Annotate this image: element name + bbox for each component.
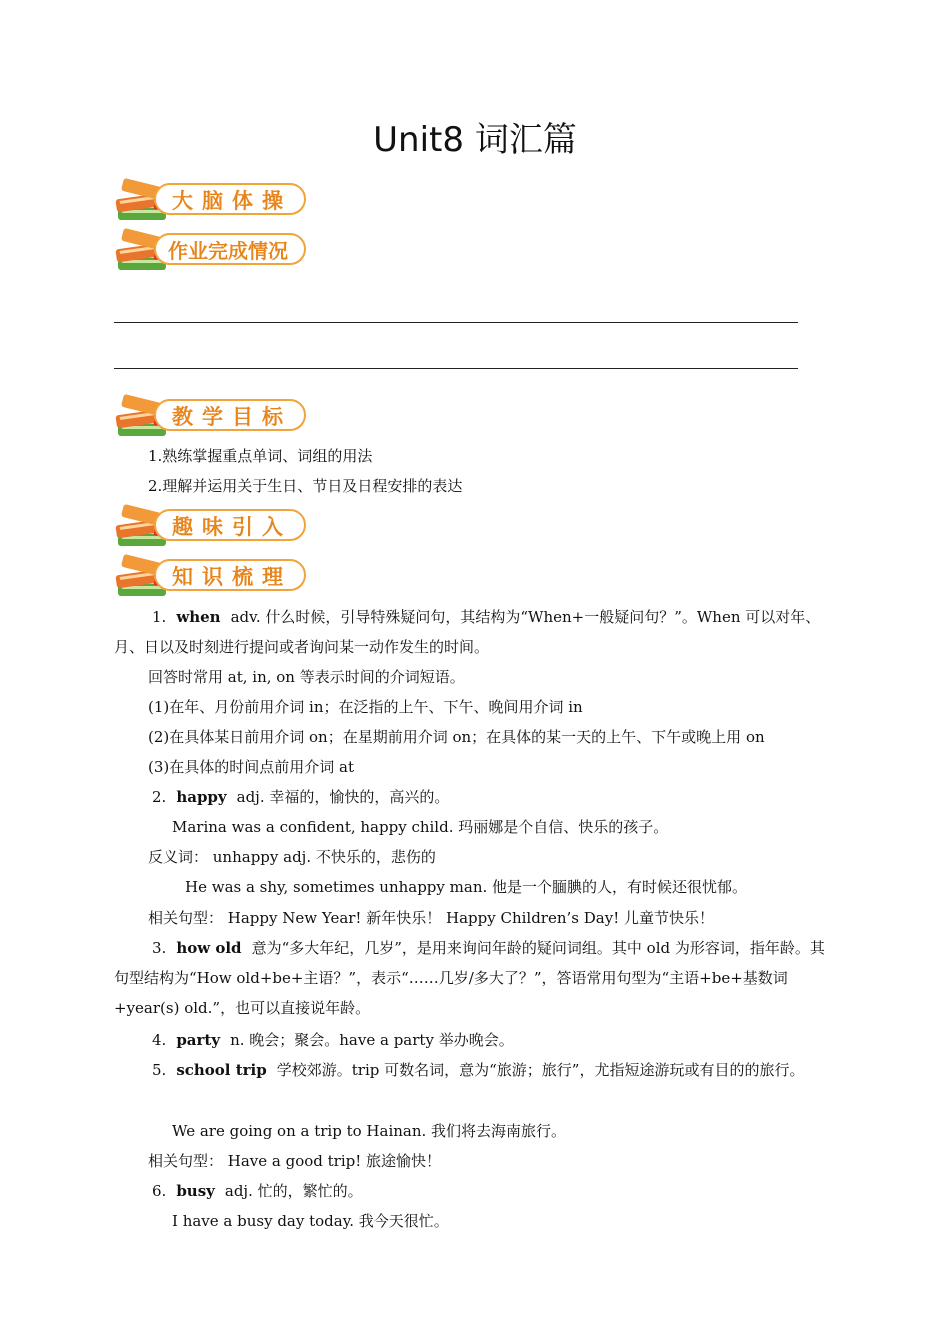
vocab-note: (3)在具体的时间点前用介词 at bbox=[148, 758, 354, 776]
objective-item: 2.理解并运用关于生日、节日及日程安排的表达 bbox=[148, 477, 463, 495]
vocab-note: 相关句型： Happy New Year! 新年快乐！ Happy Children’s Day! 儿童节快乐！ bbox=[148, 909, 714, 927]
section-header-warmup bbox=[114, 178, 310, 224]
section-title: 教学目标 bbox=[172, 405, 292, 429]
vocab-item-party: 4. party n. 晚会；聚会。have a party 举办晚会。 bbox=[152, 1031, 514, 1049]
section-header-intro bbox=[114, 504, 310, 550]
vocab-item-school-trip: 5. school trip 学校郊游。trip 可数名词，意为“旅游；旅行”，尤指短途游玩或有目的的旅行。 bbox=[152, 1061, 805, 1079]
section-header-knowledge bbox=[114, 554, 310, 600]
objective-item: 1.熟练掌握重点单词、词组的用法 bbox=[148, 447, 373, 465]
vocab-item-how-old: 3. how old 意为“多大年纪，几岁”，是用来询问年龄的疑问词组。其中 old 为形容词，指年龄。其句型结构为“How old+be+主语？”，表示“……几岁/多大了？”，答语常用句型为“主语+be+基数词+year(s) old.”，也可以直接说年龄。 bbox=[114, 939, 825, 1017]
vocab-item-when: 1. when adv. 什么时候，引导特殊疑问句，其结构为“When+一般疑问句？”。When 可以对年、月、日以及时刻进行提问或者询问某一动作发生的时间。 bbox=[114, 608, 821, 656]
section-header-homework bbox=[114, 228, 310, 274]
section-title: 作业完成情况 bbox=[168, 239, 288, 263]
vocab-note: (2)在具体某日前用介词 on；在星期前用介词 on；在具体的某一天的上午、下午或晚上用 on bbox=[148, 728, 765, 746]
vocab-word: how old bbox=[176, 939, 242, 957]
answer-line bbox=[114, 368, 798, 369]
vocab-word: party bbox=[176, 1031, 221, 1049]
answer-line bbox=[114, 322, 798, 323]
vocab-word: school trip bbox=[176, 1061, 267, 1079]
vocab-item-happy: 2. happy adj. 幸福的，愉快的，高兴的。 bbox=[152, 788, 450, 806]
section-title: 大脑体操 bbox=[172, 189, 292, 213]
example-sentence: Marina was a confident, happy child. 玛丽娜是个自信、快乐的孩子。 bbox=[172, 818, 669, 836]
page-title: Unit8 词汇篇 bbox=[373, 120, 577, 160]
vocab-note: 反义词： unhappy adj. 不快乐的，悲伤的 bbox=[148, 848, 436, 866]
vocab-word: happy bbox=[176, 788, 227, 806]
vocab-note: 回答时常用 at, in, on 等表示时间的介词短语。 bbox=[148, 668, 465, 686]
vocab-word: when bbox=[176, 608, 221, 626]
example-sentence: We are going on a trip to Hainan. 我们将去海南旅行。 bbox=[172, 1122, 567, 1140]
section-title: 趣味引入 bbox=[172, 515, 292, 539]
section-title: 知识梳理 bbox=[172, 565, 292, 589]
vocab-note: (1)在年、月份前用介词 in；在泛指的上午、下午、晚间用介词 in bbox=[148, 698, 583, 716]
example-sentence: I have a busy day today. 我今天很忙。 bbox=[172, 1212, 449, 1230]
example-sentence: He was a shy, sometimes unhappy man. 他是一个腼腆的人，有时候还很忧郁。 bbox=[185, 878, 748, 896]
vocab-word: busy bbox=[176, 1182, 215, 1200]
vocab-note: 相关句型： Have a good trip! 旅途愉快！ bbox=[148, 1152, 442, 1170]
section-header-objectives bbox=[114, 394, 310, 440]
vocab-item-busy: 6. busy adj. 忙的，繁忙的。 bbox=[152, 1182, 363, 1200]
